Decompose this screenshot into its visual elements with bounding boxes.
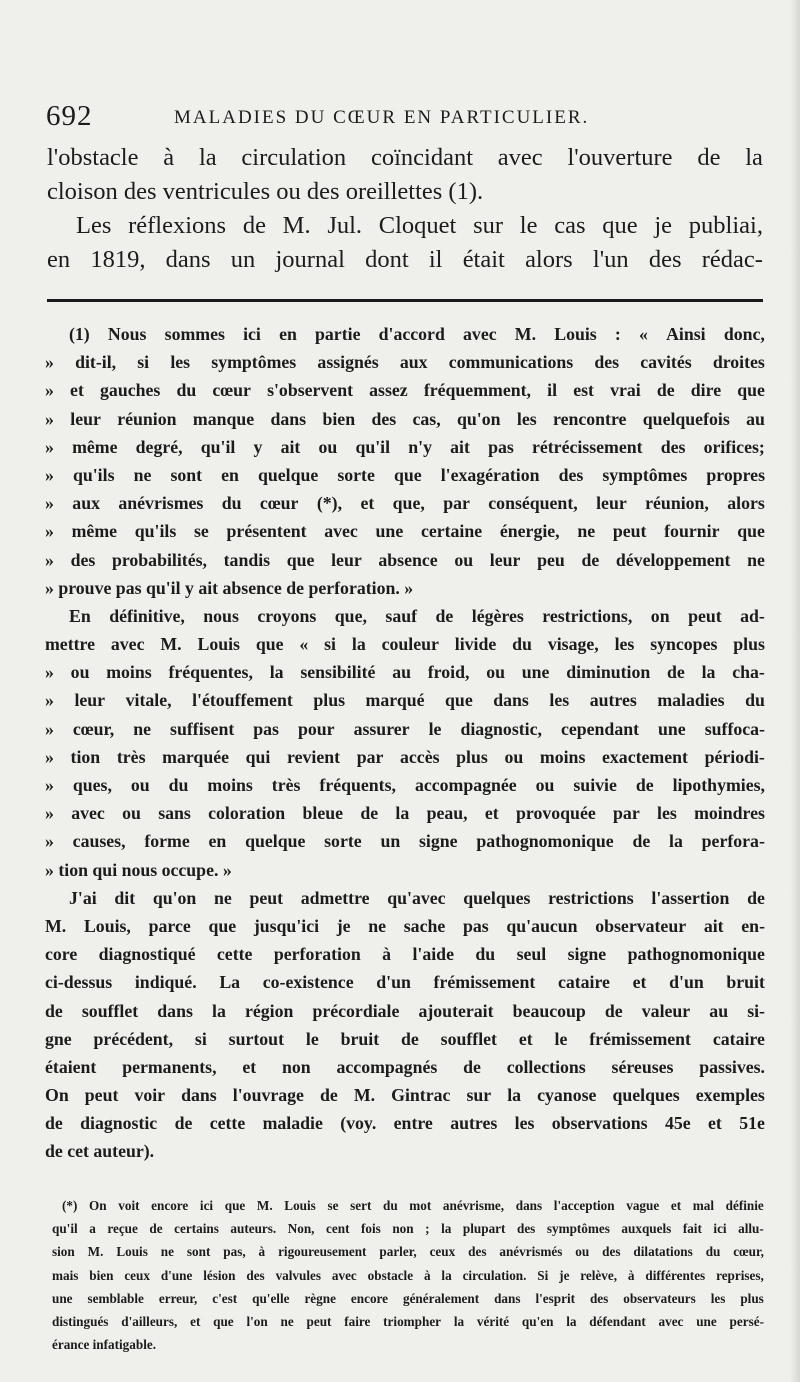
- footnote-1: [45, 320, 765, 1166]
- note-line: de cet auteur).: [45, 1141, 155, 1162]
- note-line: » qu'ils ne sont en quelque sorte que l'exagération des symptômes propres: [45, 464, 765, 485]
- note-line: mettre avec M. Louis que « si la couleur livide du visage, les syncopes plus: [45, 634, 765, 655]
- note-line: » tion qui nous occupe. »: [45, 859, 232, 880]
- running-title: MALADIES DU CŒUR EN PARTICULIER.: [174, 107, 590, 128]
- note-line: gne précédent, si surtout le bruit de soufflet et le frémissement cataire: [45, 1028, 765, 1049]
- footnote-line: mais bien ceux d'une lésion des valvules avec obstacle à la circulation. Si je relève, à différentes reprises,: [52, 1267, 764, 1283]
- footnote-separator-rule: [47, 299, 763, 302]
- page-edge-shadow: [790, 0, 800, 1382]
- note-line: core diagnostiqué cette perforation à l'aide du seul signe pathognomonique: [45, 944, 765, 965]
- note-line: » ques, ou du moins très fréquents, accompagnée ou suivie de lipothymies,: [45, 775, 765, 795]
- note-line: » prouve pas qu'il y ait absence de perforation. »: [45, 577, 414, 598]
- note-line: ci-dessus indiqué. La co-existence d'un frémissement cataire et d'un bruit: [45, 972, 765, 993]
- note-line: » dit-il, si les symptômes assignés aux communications des cavités droites: [45, 352, 765, 373]
- text-line: l'obstacle à la circulation coïncidant avec l'ouverture de la: [47, 144, 763, 171]
- note-line: » causes, forme en quelque sorte un signe pathognomonique de la perfora-: [45, 831, 765, 852]
- main-text: [47, 141, 763, 277]
- footnote-line: distingués d'ailleurs, et que l'on ne peut faire triompher la vérité qu'en la défendant avec une persé-: [52, 1313, 764, 1329]
- text-line: en 1819, dans un journal dont il était alors l'un des rédac-: [47, 246, 763, 273]
- text-line: Les réflexions de M. Jul. Cloquet sur le cas que je publiai,: [76, 212, 763, 239]
- note-line: M. Louis, parce que jusqu'ici je ne sache pas qu'aucun observateur ait en-: [45, 915, 765, 936]
- note-line: » avec ou sans coloration bleue de la peau, et provoquée par les moindres: [45, 803, 765, 824]
- footnote-line: une semblable erreur, c'est qu'elle règne encore généralement dans l'esprit des observateurs les plus: [52, 1290, 764, 1306]
- note-line: de diagnostic de cette maladie (voy. entre autres les observations 45e et 51e: [45, 1113, 765, 1134]
- note-line: » même qu'ils se présentent avec une certaine énergie, ne peut fournir que: [45, 521, 765, 542]
- note-line: » leur vitale, l'étouffement plus marqué que dans les autres maladies du: [45, 690, 765, 711]
- footnote-star: [52, 1194, 764, 1356]
- note-line: de soufflet dans la région précordiale ajouterait beaucoup de valeur au si-: [45, 1000, 765, 1021]
- note-line: » des probabilités, tandis que leur absence ou leur peu de développement ne: [45, 549, 765, 570]
- footnote-line: (*) On voit encore ici que M. Louis se sert du mot anévrisme, dans l'acception vague et mal définie: [62, 1198, 764, 1213]
- page-number: 692: [46, 100, 93, 132]
- note-line: » cœur, ne suffisent pas pour assurer le diagnostic, cependant une suffoca-: [45, 718, 765, 739]
- note-line: J'ai dit qu'on ne peut admettre qu'avec quelques restrictions l'assertion de: [69, 887, 765, 908]
- note-line: » ou moins fréquentes, la sensibilité au froid, ou une diminution de la cha-: [45, 662, 765, 683]
- note-line: » même degré, qu'il y ait ou qu'il n'y ait pas rétrécissement des orifices;: [45, 436, 765, 457]
- note-line: On peut voir dans l'ouvrage de M. Gintrac sur la cyanose quelques exemples: [45, 1085, 765, 1106]
- note-line: » aux anévrismes du cœur (*), et que, par conséquent, leur réunion, alors: [45, 493, 765, 514]
- note-line: » leur réunion manque dans bien des cas, qu'on les rencontre quelquefois au: [45, 408, 765, 429]
- note-line: » tion très marquée qui revient par accès plus ou moins exactement périodi-: [45, 746, 765, 767]
- note-line: » et gauches du cœur s'observent assez fréquemment, il est vrai de dire que: [45, 380, 765, 401]
- page-header: [46, 100, 760, 136]
- footnote-line: qu'il a reçue de certains auteurs. Non, cent fois non ; la plupart des symptômes auxquels fait ici allu-: [52, 1221, 764, 1237]
- note-line: étaient permanents, et non accompagnés de collections séreuses passives.: [45, 1056, 765, 1077]
- note-line: (1) Nous sommes ici en partie d'accord avec M. Louis : « Ainsi donc,: [69, 324, 765, 344]
- text-line: cloison des ventricules ou des oreillettes (1).: [47, 178, 484, 205]
- note-line: En définitive, nous croyons que, sauf de légères restrictions, on peut ad-: [69, 605, 765, 626]
- footnote-line: sion M. Louis ne sont pas, à rigoureusement parler, ceux des anévrismés ou des dilatations du cœur,: [52, 1244, 764, 1260]
- footnote-line: érance infatigable.: [52, 1337, 157, 1353]
